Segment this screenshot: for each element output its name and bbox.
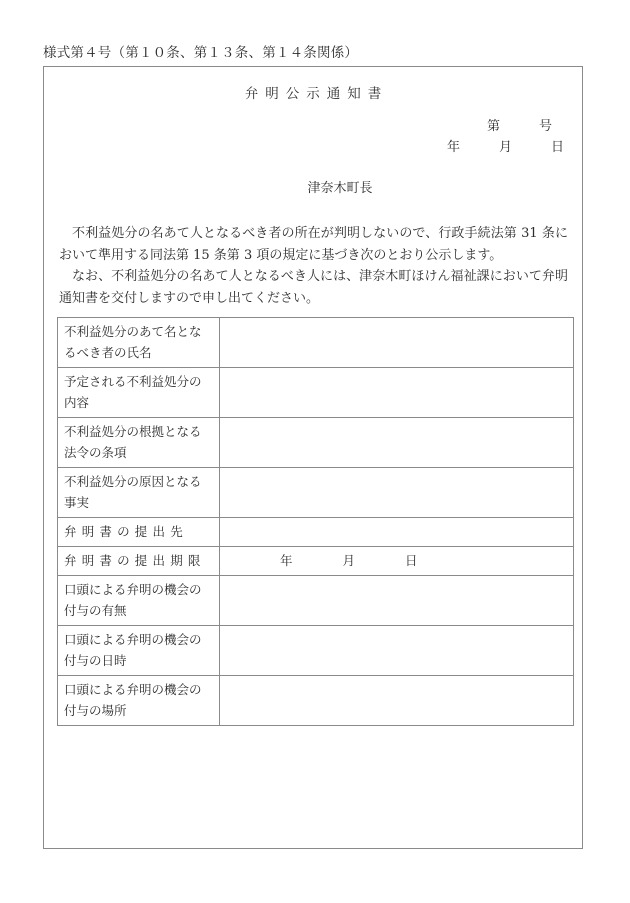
row-value[interactable] [220, 626, 574, 676]
body-text [56, 223, 570, 309]
table-row [58, 626, 574, 676]
body-paragraph-2: なお、不利益処分の名あて人となるべき人には、津奈木町ほけん福祉課において弁明通知書を交付しますので申し出てください。 [59, 269, 568, 306]
row-value[interactable] [220, 318, 574, 368]
page-content [44, 84, 582, 865]
row-value[interactable] [220, 468, 574, 518]
row-label: 不利益処分の原因となる事実 [58, 468, 220, 518]
notification-detail-table [57, 317, 574, 726]
table-row [58, 676, 574, 726]
row-value[interactable] [220, 676, 574, 726]
row-label: 不利益処分のあて名となるべき者の氏名 [58, 318, 220, 368]
table-row [58, 418, 574, 468]
document-meta [56, 116, 570, 158]
row-value[interactable]: 年 月 日 [220, 547, 574, 576]
row-label: 口頭による弁明の機会の付与の有無 [58, 576, 220, 626]
row-label: 予定される不利益処分の内容 [58, 368, 220, 418]
table-row [58, 518, 574, 547]
issue-date-line: 年 月 日 [446, 140, 564, 155]
form-number-heading: 様式第４号（第１０条、第１３条、第１４条関係） [43, 45, 359, 61]
row-value[interactable] [220, 368, 574, 418]
row-label: 弁明書の提出先 [58, 518, 220, 547]
row-label: 不利益処分の根拠となる法令の条項 [58, 418, 220, 468]
issuer-name: 津奈木町長 [307, 181, 373, 196]
row-label: 弁明書の提出期限 [58, 547, 220, 576]
body-paragraph-1: 不利益処分の名あて人となるべき者の所在が判明しないので、行政手続法第 31 条において準用する同法第 15 条第 3 項の規定に基づき次のとおり公示します。 [59, 226, 568, 263]
table-row [58, 318, 574, 368]
row-label: 口頭による弁明の機会の付与の日時 [58, 626, 220, 676]
table-row [58, 368, 574, 418]
page-frame [43, 66, 583, 849]
table-row [58, 547, 574, 576]
row-value[interactable] [220, 418, 574, 468]
row-value[interactable] [220, 576, 574, 626]
row-value[interactable] [220, 518, 574, 547]
table-body [58, 318, 574, 726]
table-row [58, 468, 574, 518]
document-title: 弁明公示通知書 [244, 86, 389, 102]
row-label: 口頭による弁明の機会の付与の場所 [58, 676, 220, 726]
issue-number-line: 第 号 [486, 119, 552, 134]
table-row [58, 576, 574, 626]
